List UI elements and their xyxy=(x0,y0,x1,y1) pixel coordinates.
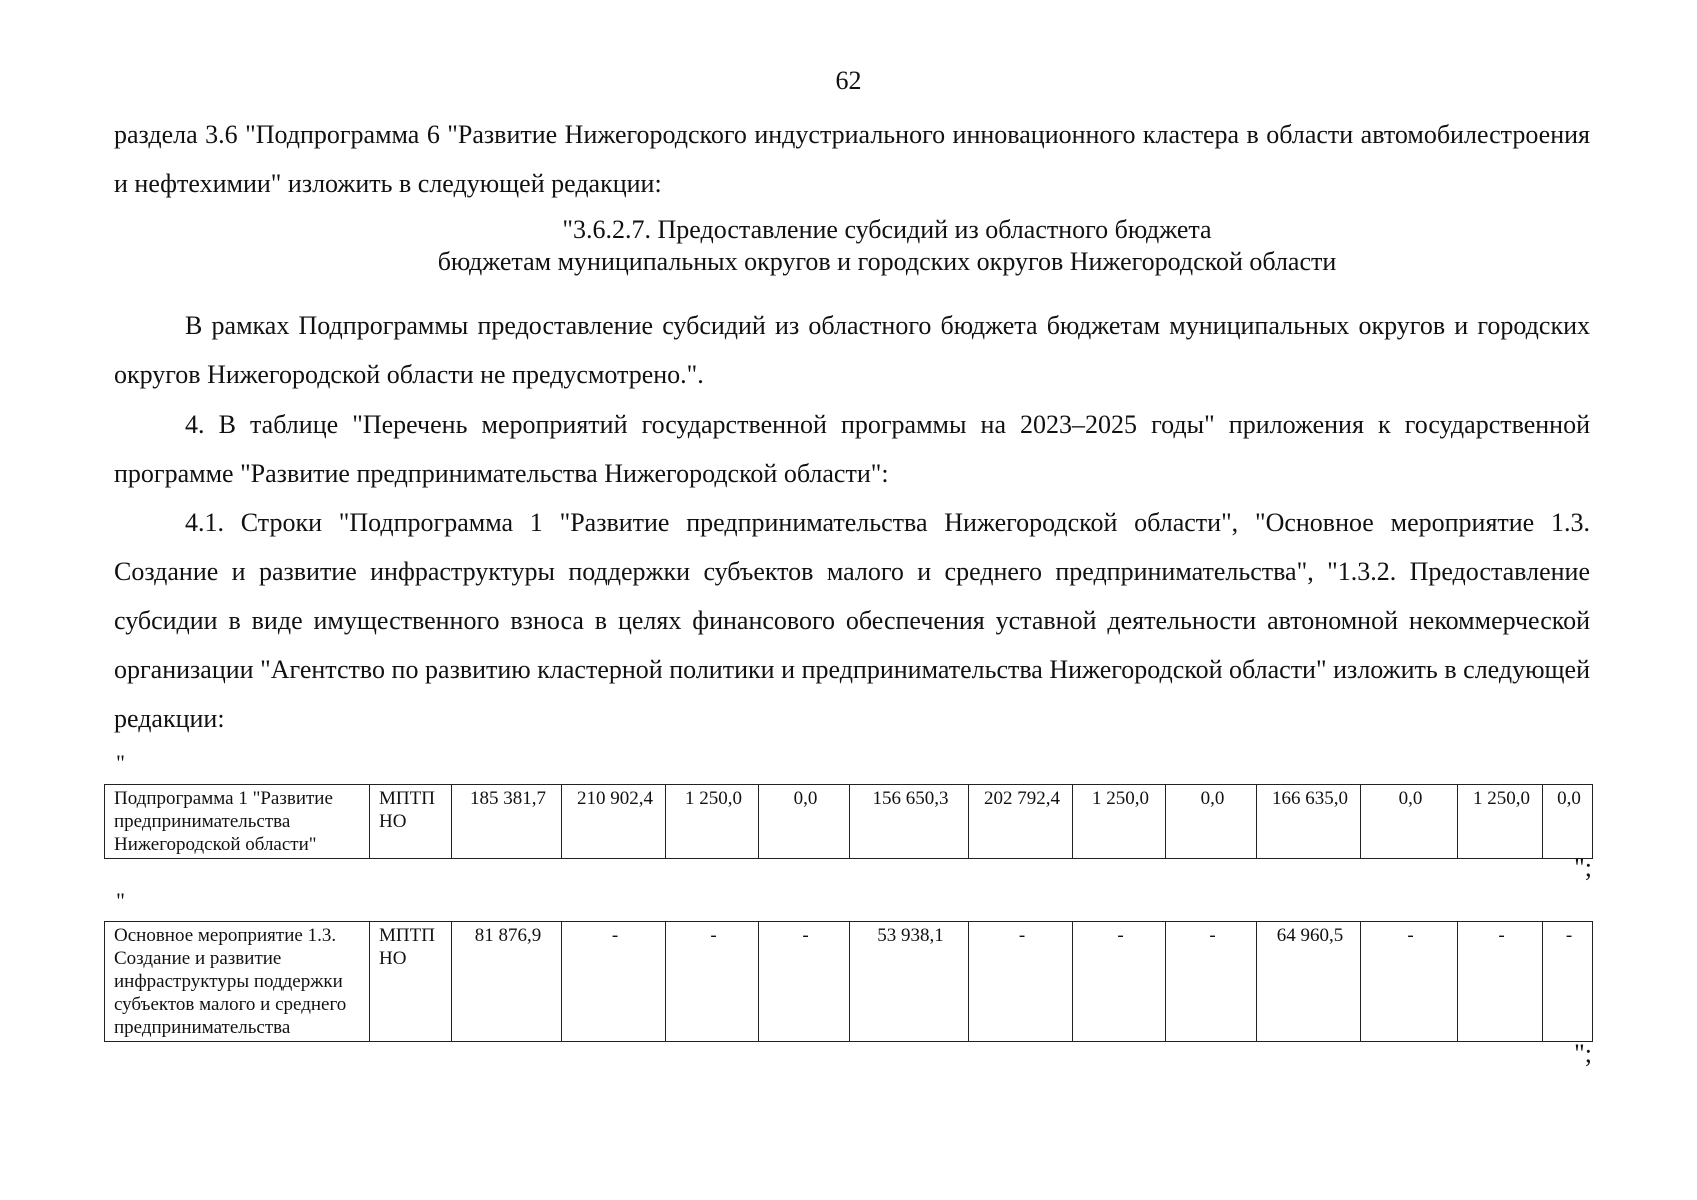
value-cell: 0,0 xyxy=(1543,785,1593,859)
main-activity-row-table xyxy=(104,921,1593,1042)
subprogram-row-table xyxy=(104,784,1593,859)
executor-cell: МПТП НО xyxy=(370,922,452,1042)
value-cell: 1 250,0 xyxy=(1458,785,1543,859)
value-cell: - xyxy=(759,922,850,1042)
value-cell: 81 876,9 xyxy=(452,922,562,1042)
value-cell: 210 902,4 xyxy=(562,785,666,859)
value-cell: 0,0 xyxy=(1166,785,1257,859)
value-cell: - xyxy=(969,922,1073,1042)
section-heading-line-2: бюджетам муниципальных округов и городских округов Нижегородской области xyxy=(437,247,1337,276)
closing-quote-mark: "; xyxy=(1574,1039,1592,1068)
value-cell: 64 960,5 xyxy=(1257,922,1361,1042)
page-number: 62 xyxy=(835,66,862,95)
opening-quote-mark: " xyxy=(116,750,125,775)
paragraph-subsidies-note: В рамках Подпрограммы предоставление субсидий из областного бюджета бюджетам муниципальных округов и городских округов Нижегородской области не предусмотрено.". xyxy=(114,311,1590,389)
value-cell: 0,0 xyxy=(1361,785,1458,859)
value-cell: 0,0 xyxy=(759,785,850,859)
value-cell: 166 635,0 xyxy=(1257,785,1361,859)
value-cell: 185 381,7 xyxy=(452,785,562,859)
value-cell: 53 938,1 xyxy=(850,922,969,1042)
row-name-cell: Основное мероприятие 1.3. Создание и развитие инфраструктуры поддержки субъектов малого и среднего предпринимательства xyxy=(105,922,370,1042)
value-cell: 1 250,0 xyxy=(666,785,759,859)
value-cell: 202 792,4 xyxy=(969,785,1073,859)
value-cell: - xyxy=(666,922,759,1042)
value-cell: 156 650,3 xyxy=(850,785,969,859)
paragraph-amendment-intro: раздела 3.6 "Подпрограмма 6 "Развитие Нижегородского индустриального инновационного кластера в области автомобилестроения и нефтехимии" изложить в следующей редакции: xyxy=(114,120,1590,198)
section-heading-line-1: "3.6.2.7. Предоставление субсидий из областного бюджета xyxy=(562,215,1212,244)
value-cell: 1 250,0 xyxy=(1073,785,1166,859)
value-cell: - xyxy=(562,922,666,1042)
opening-quote-mark: " xyxy=(116,888,125,913)
value-cell: - xyxy=(1073,922,1166,1042)
paragraph-rows-amendment: 4.1. Строки "Подпрограмма 1 "Развитие предпринимательства Нижегородской области", "Основное мероприятие 1.3. Создание и развитие инфраструктуры поддержки субъектов малого и среднего предпринимательства", "1.3.2. Предоставление субсидии в виде имущественного взноса в целях финансового обеспечения уставной деятельности автономной некоммерческой организации "Агентство по развитию кластерной политики и предпринимательства Нижегородской области" изложить в следующей редакции: xyxy=(114,508,1590,733)
table-row xyxy=(105,785,1593,859)
value-cell: - xyxy=(1361,922,1458,1042)
section-heading xyxy=(114,214,1660,278)
closing-quote-mark: "; xyxy=(1574,853,1592,882)
row-name-cell: Подпрограмма 1 "Развитие предпринимательства Нижегородской области" xyxy=(105,785,370,859)
paragraph-table-reference: 4. В таблице "Перечень мероприятий государственной программы на 2023–2025 годы" приложения к государственной программе "Развитие предпринимательства Нижегородской области": xyxy=(114,410,1590,488)
executor-cell: МПТП НО xyxy=(370,785,452,859)
value-cell: - xyxy=(1543,922,1593,1042)
value-cell: - xyxy=(1458,922,1543,1042)
value-cell: - xyxy=(1166,922,1257,1042)
table-row xyxy=(105,922,1593,1042)
